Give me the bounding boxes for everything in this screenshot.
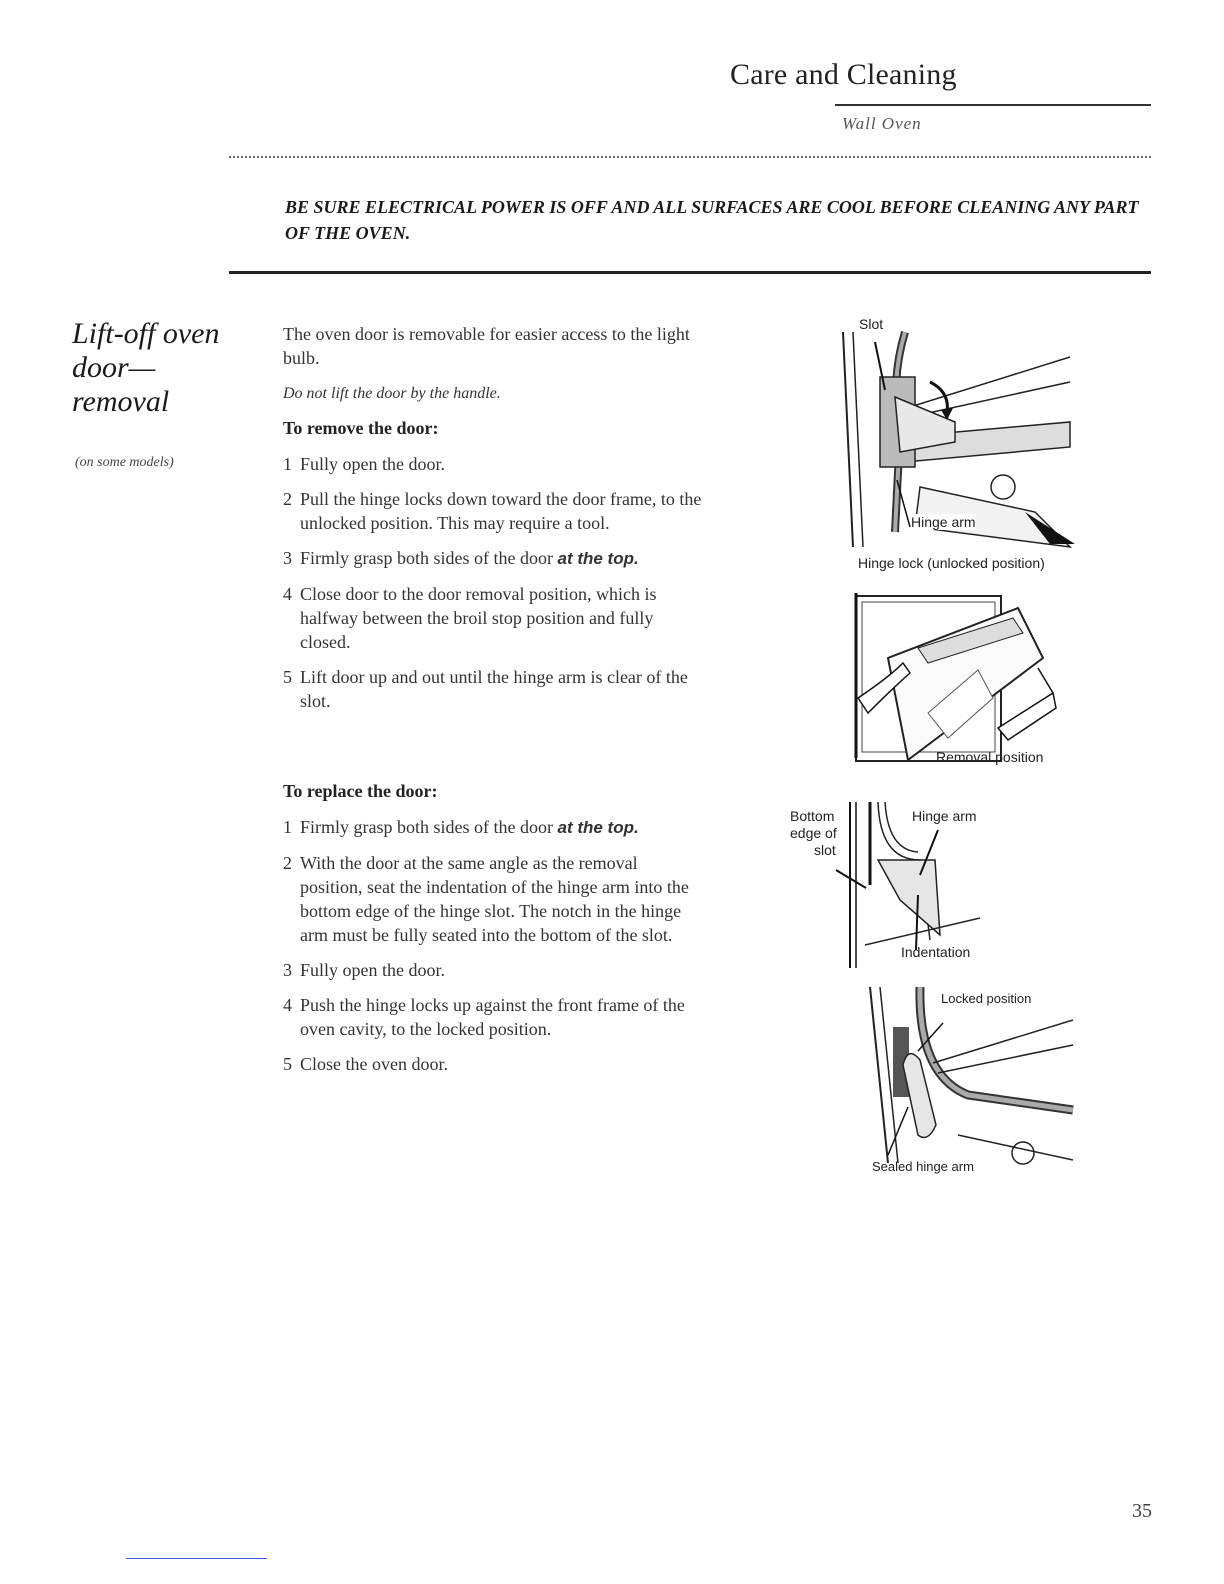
slot-label: Slot	[859, 316, 884, 332]
title-rule	[835, 104, 1151, 106]
locked-position-illustration	[858, 985, 1078, 1165]
hinge-slot-figure	[790, 800, 990, 975]
slot-label: slot	[814, 842, 836, 858]
remove-step: 1 Fully open the door.	[283, 454, 445, 474]
safety-warning: BE SURE ELECTRICAL POWER IS OFF AND ALL SURFACES ARE COOL BEFORE CLEANING ANY PART OF THE OVEN.	[285, 197, 1139, 243]
removal-position-caption: Removal position	[936, 749, 1044, 765]
page-number: 35	[1132, 1500, 1152, 1522]
hinge-arm-label: Hinge arm	[911, 514, 976, 530]
handle-note: Do not lift the door by the handle.	[283, 385, 501, 402]
replace-step: 4 Push the hinge locks up against the front frame of the oven cavity, to the locked position.	[283, 995, 685, 1039]
remove-instructions	[283, 322, 703, 724]
hinge-arm-label: Hinge arm	[912, 808, 977, 824]
replace-heading: To replace the door:	[283, 781, 438, 801]
section-subheading: (on some models)	[75, 455, 174, 470]
hinge-lock-figure	[835, 312, 1075, 572]
removal-position-figure	[848, 588, 1058, 778]
edge-of-label: edge of	[790, 825, 837, 841]
section-divider	[229, 271, 1151, 274]
replace-step: 2 With the door at the same angle as the removal position, seat the indentation of the hinge arm into the bottom edge of the hinge slot. The notch in the hinge arm must be fully seated into the bottom of the slot.	[283, 853, 689, 945]
bottom-label: Bottom	[790, 808, 835, 824]
page-subtitle: Wall Oven	[842, 114, 922, 133]
section-heading: Lift-off oven door— removal	[72, 317, 220, 418]
header-divider	[229, 156, 1151, 158]
remove-heading: To remove the door:	[283, 418, 439, 438]
remove-step: 5 Lift door up and out until the hinge arm is clear of the slot.	[283, 667, 688, 711]
remove-step: 4 Close door to the door removal position, which is halfway between the broil stop position and fully closed.	[283, 584, 657, 652]
replace-step: 3 Fully open the door.	[283, 960, 445, 980]
replace-instructions	[283, 779, 703, 1087]
remove-step: 3 Firmly grasp both sides of the door at the top.	[283, 548, 639, 568]
intro-text: The oven door is removable for easier access to the light bulb.	[283, 324, 690, 368]
remove-step: 2 Pull the hinge locks down toward the door frame, to the unlocked position. This may require a tool.	[283, 489, 702, 533]
bottom-link-line	[126, 1558, 267, 1559]
sealed-hinge-arm-label: Sealed hinge arm	[872, 1159, 974, 1174]
locked-position-figure	[858, 985, 1078, 1180]
hinge-lock-caption: Hinge lock (unlocked position)	[858, 555, 1045, 571]
removal-position-illustration	[848, 588, 1058, 763]
page-title: Care and Cleaning	[730, 58, 957, 91]
replace-step: 1 Firmly grasp both sides of the door at the top.	[283, 817, 639, 837]
locked-position-label: Locked position	[941, 991, 1032, 1006]
replace-step: 5 Close the oven door.	[283, 1054, 448, 1074]
indentation-label: Indentation	[901, 944, 971, 960]
